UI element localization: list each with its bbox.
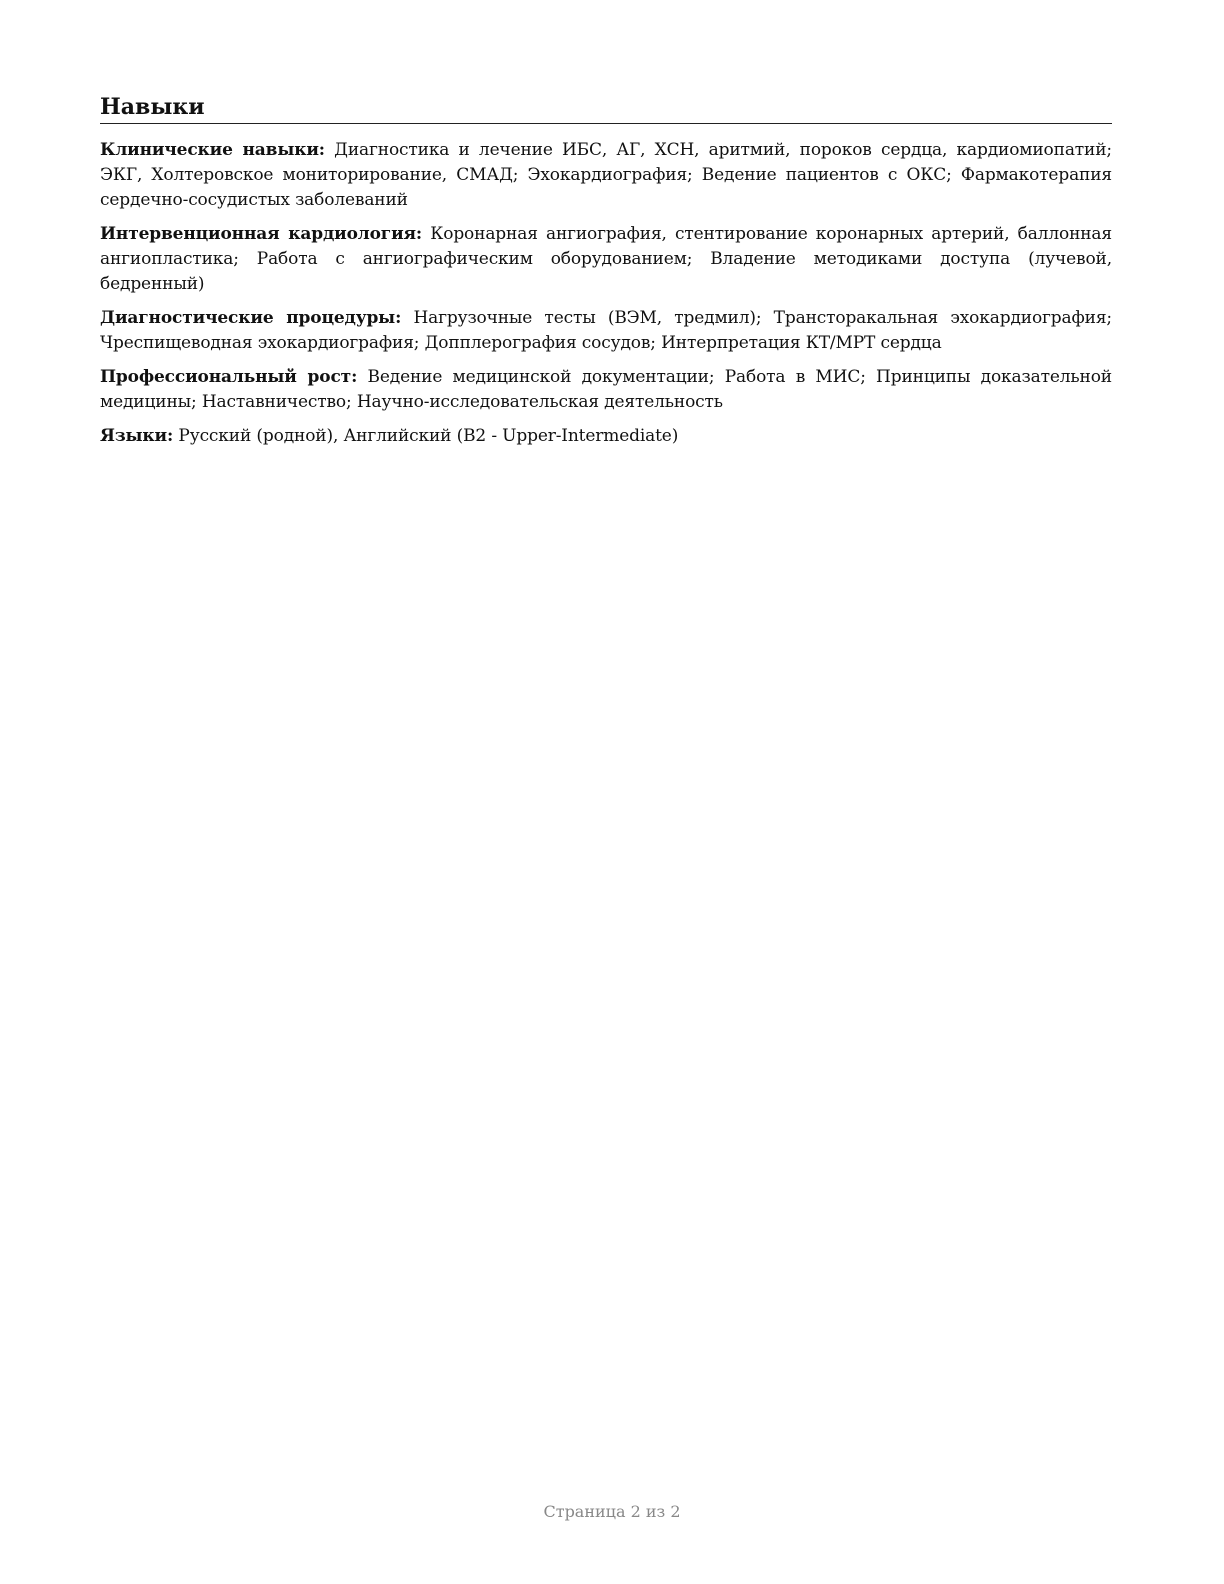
document-page [100,92,1112,458]
skill-text: Коронарная ангиография, стентирование коронарных артерий, баллонная ангиопластика; Работа с ангиографическим оборудованием; Владение методиками доступа (лучевой, бедренный) [100,224,1112,294]
skill-label: Языки: [100,426,174,446]
page-number: Страница 2 из 2 [543,1502,681,1521]
section-title: Навыки [100,92,1112,124]
skill-label: Профессиональный рост: [100,367,358,387]
skill-entry-languages [100,424,1112,449]
skill-entry-interventional [100,222,1112,297]
skill-label: Диагностические процедуры: [100,308,402,328]
skill-label: Интервенционная кардиология: [100,224,423,244]
skill-entry-clinical [100,138,1112,213]
skill-text: Ведение медицинской документации; Работа в МИС; Принципы доказательной медицины; Наставничество; Научно-исследовательская деятельность [100,367,1112,412]
skill-text: Русский (родной), Английский (B2 - Upper-Intermediate) [178,426,679,446]
skill-entry-professional [100,365,1112,415]
skill-label: Клинические навыки: [100,140,325,160]
skill-text: Нагрузочные тесты (ВЭМ, тредмил); Трансторакальная эхокардиография; Чреспищеводная эхокардиография; Допплерография сосудов; Интерпретация КТ/МРТ сердца [100,308,1112,353]
skill-text: Диагностика и лечение ИБС, АГ, ХСН, аритмий, пороков сердца, кардиомиопатий; ЭКГ, Холтеровское мониторирование, СМАД; Эхокардиография; Ведение пациентов с ОКС; Фармакотерапия сердечно-сосудистых заболеваний [100,140,1112,210]
skills-list [100,138,1112,449]
skill-entry-diagnostic [100,306,1112,356]
